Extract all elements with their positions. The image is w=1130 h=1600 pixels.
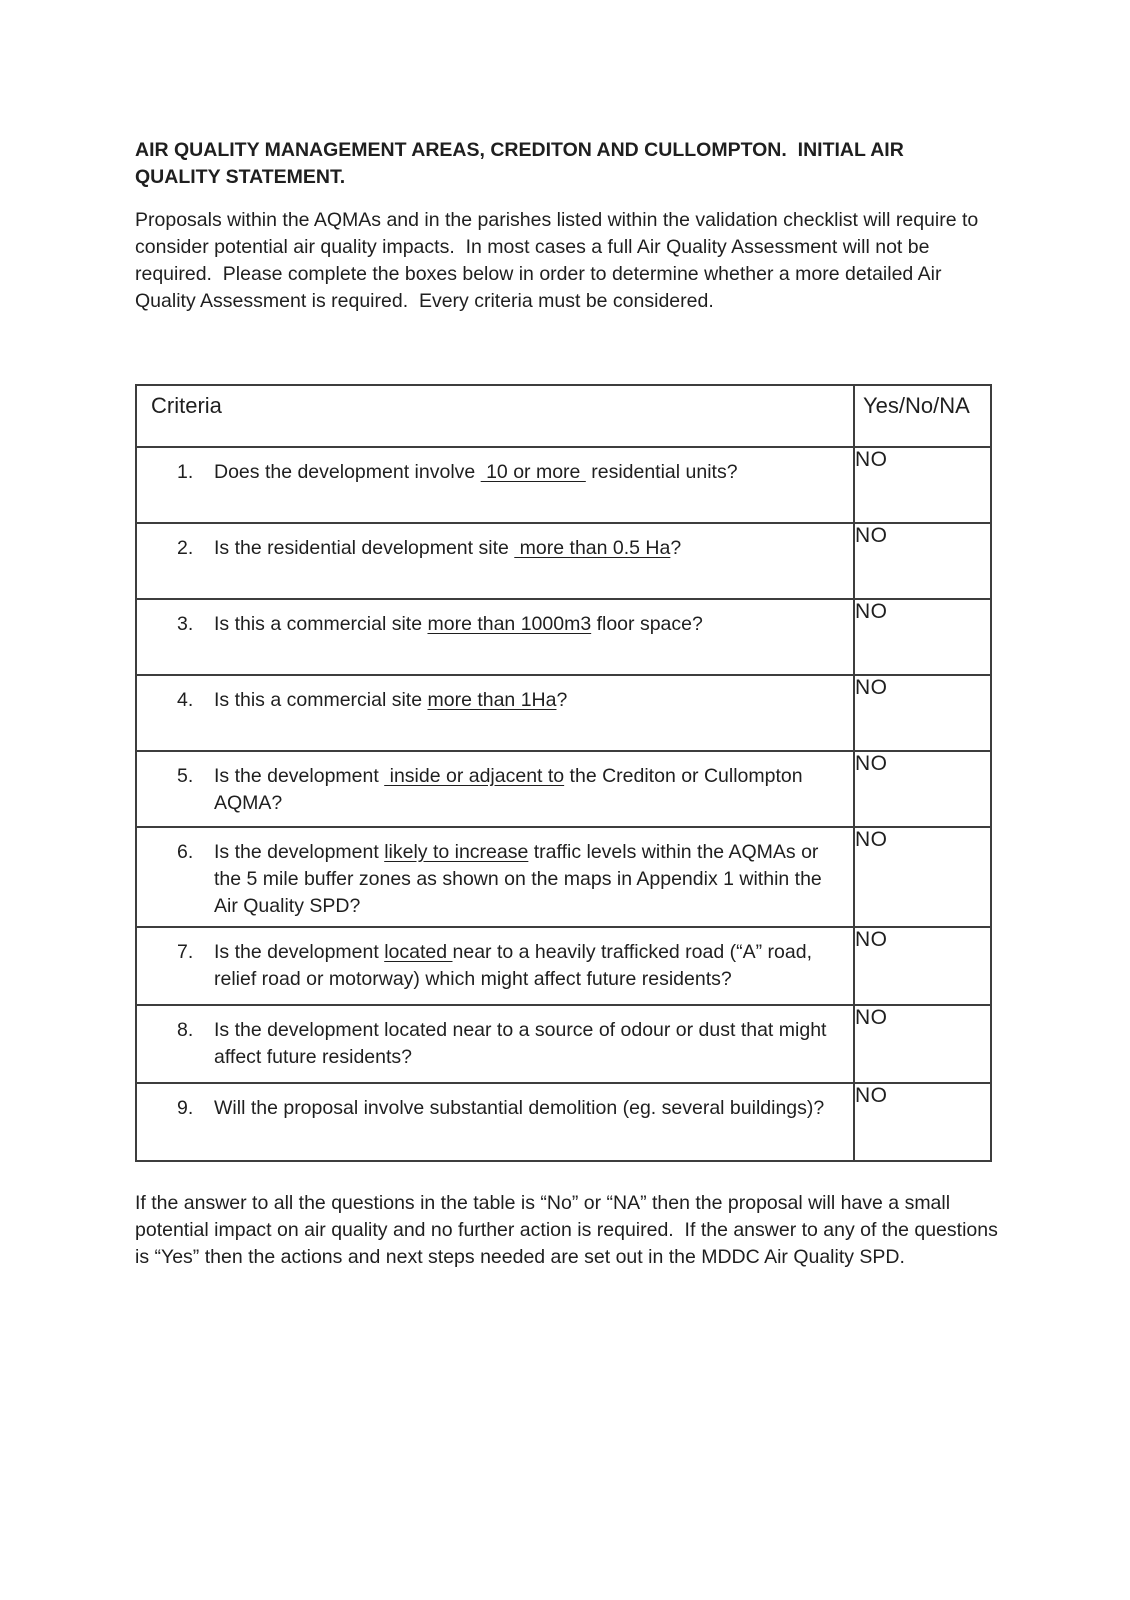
question-text: Will the proposal involve substantial demolition (eg. several buildings)? bbox=[214, 1097, 825, 1119]
criteria-cell bbox=[136, 447, 854, 523]
table-row bbox=[136, 751, 991, 827]
row-number: 9. bbox=[177, 1097, 194, 1119]
table-row bbox=[136, 1005, 991, 1083]
row-number: 8. bbox=[177, 1019, 194, 1041]
page-title: AIR QUALITY MANAGEMENT AREAS, CREDITON AND CULLOMPTON. INITIAL AIR QUALITY STATEMENT. bbox=[135, 139, 910, 188]
answer-cell: NO bbox=[854, 1005, 991, 1083]
criteria-column-header: Criteria bbox=[136, 385, 854, 447]
table-header-row bbox=[136, 385, 991, 447]
row-number: 5. bbox=[177, 765, 194, 787]
answer-cell: NO bbox=[854, 1083, 991, 1161]
question-text: Is the residential development site more than 0.5 Ha? bbox=[214, 537, 682, 559]
table-row bbox=[136, 599, 991, 675]
question-text: Is the development located near to a source of odour or dust that might affect future residents? bbox=[214, 1019, 832, 1068]
question-text: Does the development involve 10 or more residential units? bbox=[214, 461, 738, 483]
answer-cell: NO bbox=[854, 827, 991, 927]
criteria-table bbox=[135, 384, 992, 1162]
answer-column-header: Yes/No/NA bbox=[854, 385, 991, 447]
answer-cell: NO bbox=[854, 675, 991, 751]
closing-paragraph: If the answer to all the questions in the table is “No” or “NA” then the proposal will have a small potential impact on air quality and no further action is required. If the answer to any of the questions is “Yes” then the actions and next steps needed are set out in the MDDC Air Quality SPD. bbox=[135, 1192, 1004, 1268]
answer-cell: NO bbox=[854, 599, 991, 675]
row-number: 3. bbox=[177, 613, 194, 635]
table-row bbox=[136, 827, 991, 927]
row-number: 1. bbox=[177, 461, 194, 483]
question-underline: likely to increase bbox=[384, 841, 529, 863]
row-number: 2. bbox=[177, 537, 194, 559]
row-number: 6. bbox=[177, 841, 194, 863]
answer-cell: NO bbox=[854, 927, 991, 1005]
table-row bbox=[136, 447, 991, 523]
criteria-cell bbox=[136, 1005, 854, 1083]
answer-cell: NO bbox=[854, 447, 991, 523]
question-text: Is this a commercial site more than 1Ha? bbox=[214, 689, 568, 711]
question-underline: more than 0.5 Ha bbox=[514, 537, 671, 559]
criteria-cell bbox=[136, 827, 854, 927]
criteria-cell bbox=[136, 751, 854, 827]
criteria-cell bbox=[136, 599, 854, 675]
row-number: 4. bbox=[177, 689, 194, 711]
criteria-cell bbox=[136, 1083, 854, 1161]
table-row bbox=[136, 675, 991, 751]
question-underline: more than 1000m3 bbox=[427, 613, 592, 635]
question-text: Is this a commercial site more than 1000m3 floor space? bbox=[214, 613, 703, 635]
answer-cell: NO bbox=[854, 523, 991, 599]
table-row bbox=[136, 1083, 991, 1161]
answer-cell: NO bbox=[854, 751, 991, 827]
criteria-cell bbox=[136, 927, 854, 1005]
question-text: Is the development inside or adjacent to the Crediton or Cullompton AQMA? bbox=[214, 765, 807, 814]
criteria-cell bbox=[136, 523, 854, 599]
intro-paragraph: Proposals within the AQMAs and in the parishes listed within the validation checklist will require to consider potential air quality impacts. In most cases a full Air Quality Assessment will not be required. Please complete the boxes below in order to determine whether a more detailed Air Quality Assessment is required. Every criteria must be considered. bbox=[135, 209, 984, 312]
question-text: Is the development located near to a heavily trafficked road (“A” road, relief road or motorway) which might affect future residents? bbox=[214, 941, 818, 990]
row-number: 7. bbox=[177, 941, 194, 963]
question-underline: more than 1Ha bbox=[427, 689, 557, 711]
table-row bbox=[136, 523, 991, 599]
question-underline: 10 or more bbox=[480, 461, 586, 483]
table-row bbox=[136, 927, 991, 1005]
question-underline: inside or adjacent to bbox=[384, 765, 565, 787]
question-text: Is the development likely to increase traffic levels within the AQMAs or the 5 mile buffer zones as shown on the maps in Appendix 1 within the Air Quality SPD? bbox=[214, 841, 827, 917]
question-underline: located bbox=[384, 941, 453, 963]
criteria-cell bbox=[136, 675, 854, 751]
